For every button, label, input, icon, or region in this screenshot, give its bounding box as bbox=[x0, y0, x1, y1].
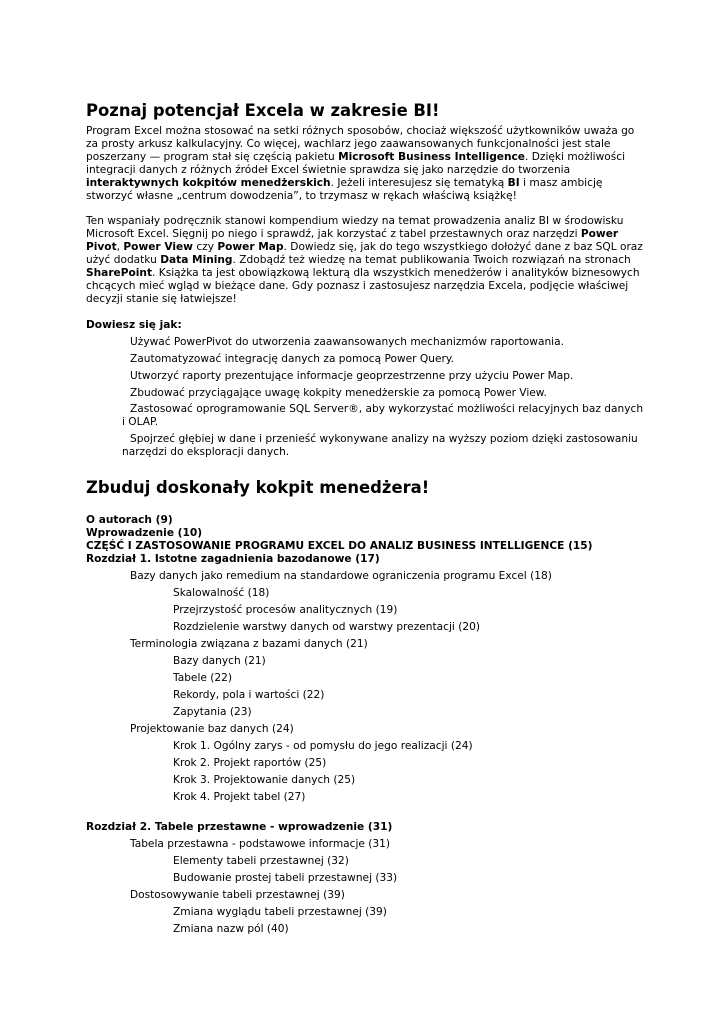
section-title: Zbuduj doskonały kokpit menedżera! bbox=[86, 478, 430, 498]
document-page bbox=[86, 101, 646, 936]
toc-subsection: Tabele (22) bbox=[173, 672, 233, 685]
toc-subsection: Rozdzielenie warstwy danych od warstwy prezentacji (20) bbox=[173, 621, 480, 634]
toc-subsection: Krok 2. Projekt raportów (25) bbox=[173, 757, 327, 770]
toc-subsection: Zmiana wyglądu tabeli przestawnej (39) bbox=[173, 906, 387, 919]
toc-subsection: Przejrzystość procesów analitycznych (19) bbox=[173, 604, 398, 617]
toc-intro: Wprowadzenie (10) bbox=[86, 527, 203, 540]
page-title: Poznaj potencjał Excela w zakresie BI! bbox=[86, 101, 440, 120]
toc-subsection: Krok 3. Projektowanie danych (25) bbox=[173, 774, 356, 787]
description-paragraph: Ten wspaniały podręcznik stanowi kompendium wiedzy na temat prowadzenia analiz BI w środowisku Microsoft Excel. Sięgnij po niego i sprawdź, jak korzystać z tabel przestawnych oraz narzędzi Power Pivot, Power View czy Power Map. Dowiedz się, jak do tego wszystkiego dołożyć dane z baz SQL oraz użyć dodatku Data Mining. Zdobądź też wiedzę na temat publikowania Twoich rozwiązań na stronach SharePoint. Książka ta jest obowiązkową lekturą dla wszystkich menedżerów i analityków biznesowych chcących mieć wgląd w bieżące dane. Gdy poznasz i zastosujesz narzędzia Excela, podjęcie właściwej decyzji stanie się łatwiejsze! bbox=[86, 215, 643, 305]
toc-section: Bazy danych jako remedium na standardowe ograniczenia programu Excel (18) bbox=[130, 570, 552, 583]
toc-part-1: CZĘŚĆ I ZASTOSOWANIE PROGRAMU EXCEL DO ANALIZ BUSINESS INTELLIGENCE (15) bbox=[86, 540, 593, 553]
toc-subsection: Skalowalność (18) bbox=[173, 587, 270, 600]
intro-paragraph: Program Excel można stosować na setki różnych sposobów, chociaż większość użytkowników uważa go za prosty arkusz kalkulacyjny. Co więcej, wachlarz jego zaawansowanych funkcjonalności jest stale poszerzany — program stał się częścią pakietu Microsoft Business Intelligence. Dzięki możliwości integracji danych z różnych źródeł Excel świetnie sprawdza się jako narzędzie do tworzenia interaktywnych kokpitów menedżerskich. Jeżeli interesujesz się tematyką BI i masz ambicję stworzyć własne „centrum dowodzenia”, to trzymasz w rękach właściwą książkę! bbox=[86, 125, 635, 202]
toc-subsection: Elementy tabeli przestawnej (32) bbox=[173, 855, 349, 868]
list-item: Utworzyć raporty prezentujące informacje geoprzestrzenne przy użyciu Power Map. bbox=[130, 369, 574, 382]
list-item: Zbudować przyciągające uwagę kokpity menedżerskie za pomocą Power View. bbox=[130, 386, 547, 399]
learn-list-title: Dowiesz się jak: bbox=[86, 318, 182, 331]
list-item: Zautomatyzować integrację danych za pomocą Power Query. bbox=[130, 352, 454, 365]
toc-authors: O autorach (9) bbox=[86, 514, 173, 527]
toc-subsection: Krok 4. Projekt tabel (27) bbox=[173, 791, 306, 804]
toc-section: Tabela przestawna - podstawowe informacje (31) bbox=[130, 838, 391, 851]
list-item: Używać PowerPivot do utworzenia zaawansowanych mechanizmów raportowania. bbox=[130, 335, 564, 348]
toc-subsection: Zapytania (23) bbox=[173, 706, 252, 719]
learn-list bbox=[86, 336, 646, 459]
toc-subsection: Budowanie prostej tabeli przestawnej (33) bbox=[173, 872, 398, 885]
list-item: Spojrzeć głębiej w dane i przenieść wykonywane analizy na wyższy poziom dzięki zastosowaniu narzędzi do eksploracji danych. bbox=[122, 433, 638, 459]
toc-chapter-1: Rozdział 1. Istotne zagadnienia bazodanowe (17) bbox=[86, 553, 380, 566]
toc-chapter-2: Rozdział 2. Tabele przestawne - wprowadzenie (31) bbox=[86, 821, 393, 834]
toc-subsection: Bazy danych (21) bbox=[173, 655, 266, 668]
list-item: Zastosować oprogramowanie SQL Server®, aby wykorzystać możliwości relacyjnych baz danych i OLAP. bbox=[122, 403, 644, 429]
toc-section: Dostosowywanie tabeli przestawnej (39) bbox=[130, 889, 345, 902]
toc-subsection: Krok 1. Ogólny zarys - od pomysłu do jego realizacji (24) bbox=[173, 740, 473, 753]
toc-subsection: Zmiana nazw pól (40) bbox=[173, 923, 289, 936]
toc-subsection: Rekordy, pola i wartości (22) bbox=[173, 689, 325, 702]
table-of-contents bbox=[86, 514, 646, 936]
toc-section: Projektowanie baz danych (24) bbox=[130, 723, 294, 736]
toc-section: Terminologia związana z bazami danych (21) bbox=[130, 638, 368, 651]
